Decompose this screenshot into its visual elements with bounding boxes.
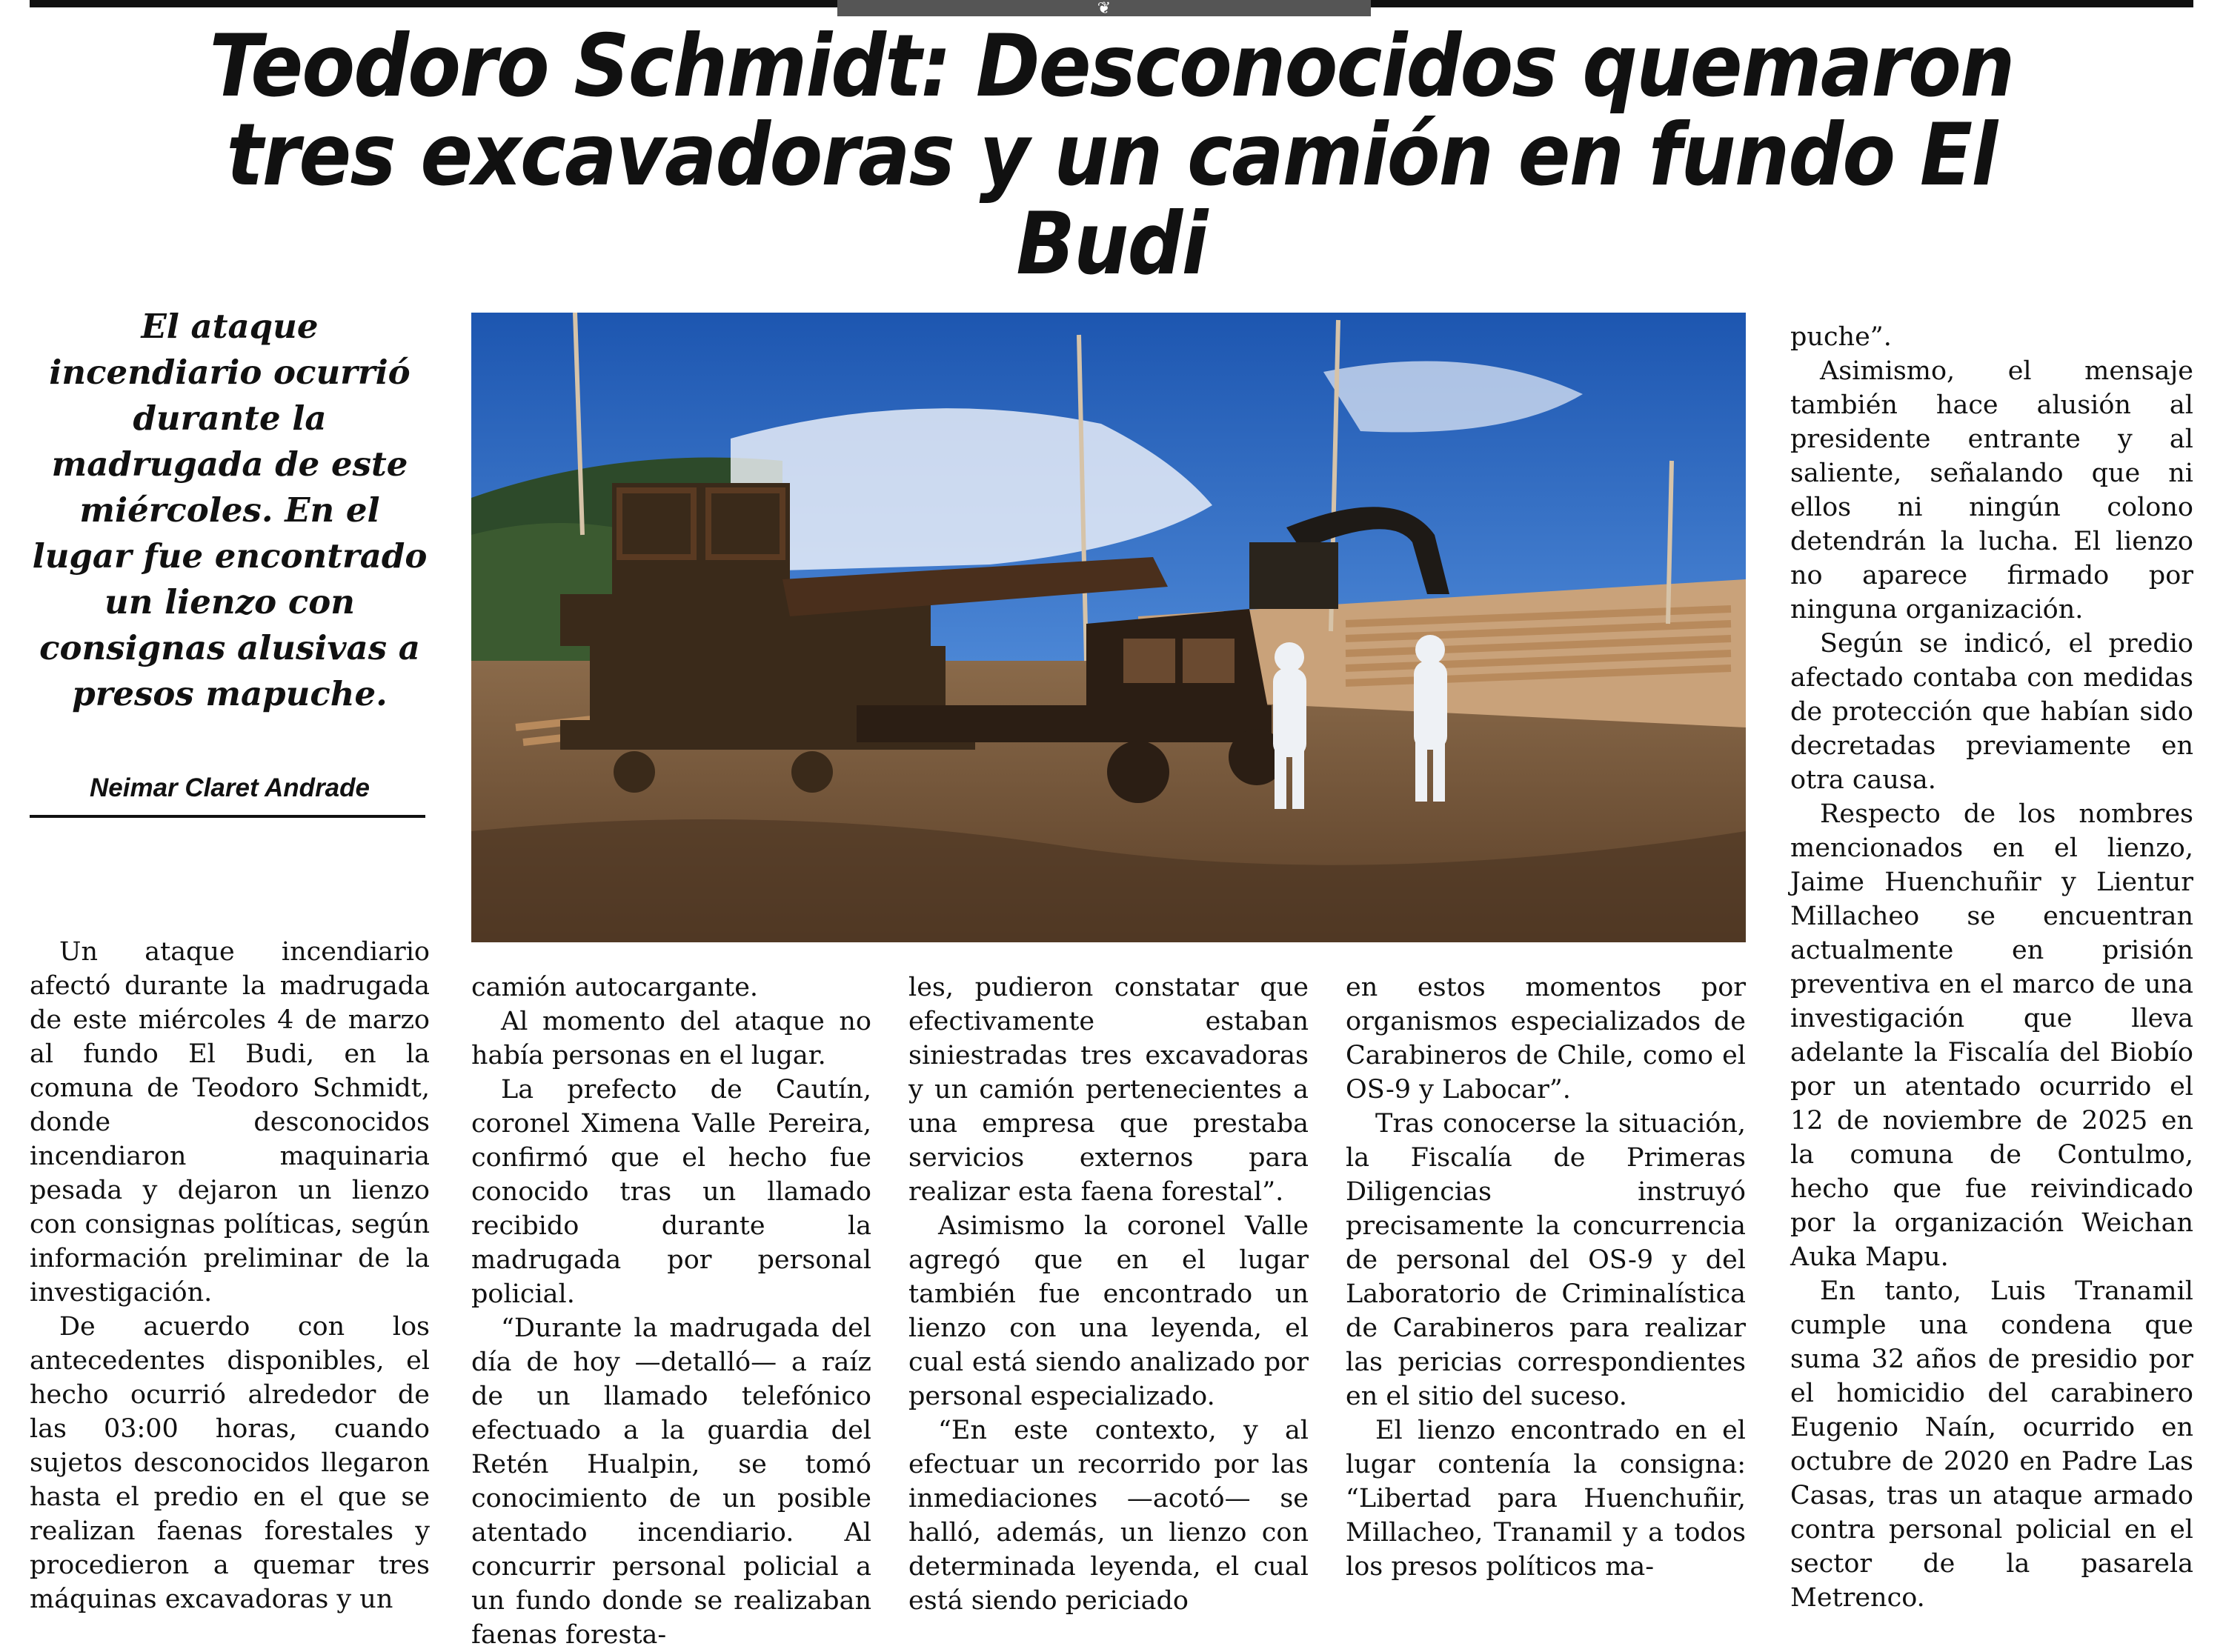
paragraph: camión autocargante. — [471, 973, 759, 1002]
byline-rule — [30, 815, 425, 818]
paragraph: De acuerdo con los antecedentes disponibles, el hecho ocurrió alrededor de las 03:00 horas, cuando sujetos desconocidos llegaron hasta el predio en el que se realizan faenas forestales y procedieron a quemar tres máquinas excavadoras y un — [30, 1312, 430, 1614]
paragraph: Asimismo la coronel Valle agregó que en el lugar también fue encontrado un lienzo con una leyenda, el cual está siendo analizado por personal especializado. — [908, 1211, 1309, 1411]
paragraph: La prefecto de Cautín, coronel Ximena Valle Pereira, confirmó que el hecho fue conocido tras un llamado recibido durante la madrugada por personal policial. — [471, 1075, 871, 1309]
burned-machinery-photo-icon — [471, 313, 1746, 942]
column-1 — [30, 935, 430, 1616]
paragraph: Asimismo, el mensaje también hace alusión al presidente entrante y al saliente, señalando que ni ellos ni ningún colono detendrán la lucha. El lienzo no aparece firmado por ninguna organización. — [1790, 356, 2193, 625]
article-photo — [471, 313, 1746, 942]
paragraph: en estos momentos por organismos especializados de Carabineros de Chile, como el OS-9 y Labocar”. — [1346, 973, 1746, 1105]
byline: Neimar Claret Andrade — [90, 773, 370, 802]
column-2 — [471, 970, 871, 1652]
paragraph: Al momento del ataque no había personas en el lugar. — [471, 1007, 871, 1070]
paragraph: “Durante la madrugada del día de hoy —detalló— a raíz de un llamado telefónico efectuado a la guardia del Retén Hualpin, se tomó conocimiento de un posible atentado incendiario. Al concurrir personal policial a un fundo donde se realizaban faenas foresta- — [471, 1313, 871, 1650]
paragraph: les, pudieron constatar que efectivamente estaban siniestradas tres excavadoras y un camión pertenecientes a una empresa que prestaba servicios externos para realizar esta faena forestal”. — [908, 973, 1309, 1207]
column-5 — [1790, 320, 2193, 1615]
paragraph: Respecto de los nombres mencionados en el lienzo, Jaime Huenchuñir y Lientur Millacheo se encuentran actualmente en prisión preventiva en el marco de una investigación que lleva adelante la Fiscalía del Biobío por un atentado ocurrido el 12 de noviembre de 2025 en la comuna de Contulmo, hecho que fue reivindicado por la organización Weichan Auka Mapu. — [1790, 799, 2193, 1272]
paragraph: Tras conocerse la situación, la Fiscalía de Primeras Diligencias instruyó precisamente la concurrencia de personal del OS-9 y del Laboratorio de Criminalística de Carabineros para realizar las pericias correspondientes en el sitio del suceso. — [1346, 1109, 1746, 1411]
column-3 — [908, 970, 1309, 1618]
lead-paragraph: El ataque incendiario ocurrió durante la madrugada de este miércoles. En el lugar fue encontrado un lienzo con consignas alusivas a presos mapuche. — [32, 307, 428, 713]
paragraph: “En este contexto, y al efectuar un recorrido por las inmediaciones —acotó— se halló, además, un lienzo con determinada leyenda, el cual está siendo periciado — [908, 1416, 1309, 1616]
paragraph: En tanto, Luis Tranamil cumple una condena que suma 32 años de presidio por el homicidio del carabinero Eugenio Naín, ocurrido en octubre de 2020 en Padre Las Casas, tras un ataque armado contra personal policial en el sector de la pasarela Metrenco. — [1790, 1276, 2193, 1613]
paragraph: Un ataque incendiario afectó durante la madrugada de este miércoles 4 de marzo al fundo El Budi, en la comuna de Teodoro Schmidt, donde desconocidos incendiaron maquinaria pesada y dejaron un lienzo con consignas políticas, según información preliminar de la investigación. — [30, 937, 430, 1308]
headline: Teodoro Schmidt: Desconocidos quemaron tres excavadoras y un camión en fundo El Budi — [209, 16, 2014, 294]
ornament-icon: ❦ — [1097, 0, 1112, 18]
paragraph: puche”. — [1790, 322, 1892, 352]
paragraph: El lienzo encontrado en el lugar contenía la consigna: “Libertad para Huenchuñir, Millacheo, Tranamil y a todos los presos políticos ma- — [1346, 1416, 1746, 1582]
paragraph: Según se indicó, el predio afectado contaba con medidas de protección que habían sido decretadas previamente en otra causa. — [1790, 629, 2193, 795]
column-4 — [1346, 970, 1746, 1584]
